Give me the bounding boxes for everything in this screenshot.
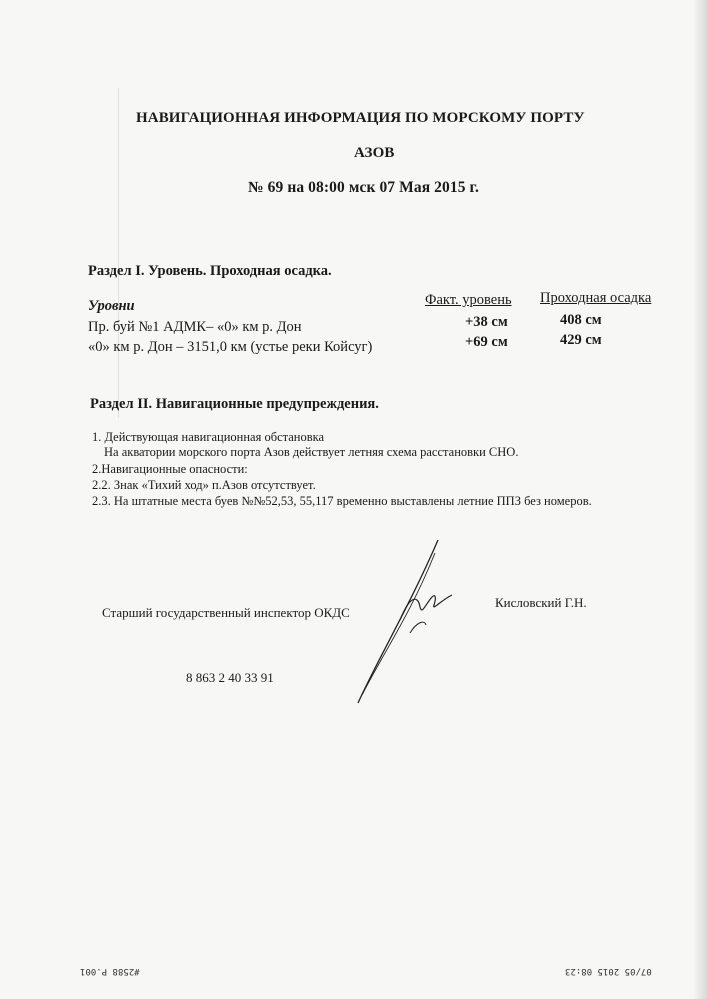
bulletin-number-date: № 69 на 08:00 мск 07 Мая 2015 г. [248,179,479,196]
warning-item-2-3: 2.3. На штатные места буев №№52,53, 55,117 временно выставлены летние ППЗ без номеров. [92,494,592,508]
signer-name: Кисловский Г.Н. [495,595,587,610]
fax-page-code: #2588 P.001 [80,966,140,976]
document-title: НАВИГАЦИОННАЯ ИНФОРМАЦИЯ ПО МОРСКОМУ ПОРТУ [136,110,585,126]
warning-item-1: 1. Действующая навигационная обстановка [92,430,325,444]
row1-name: Пр. буй №1 АДМК– «0» км р. Дон [88,319,302,335]
contact-phone: 8 863 2 40 33 91 [186,670,274,685]
row2-name: «0» км р. Дон – 3151,0 км (устье реки Койсуг) [88,339,373,355]
col-fact-header: Факт. уровень [425,292,512,308]
fax-timestamp: 07/05 2015 08:23 [565,966,652,976]
scan-edge-shadow [693,0,707,999]
signer-position: Старший государственный инспектор ОКДС [102,605,350,620]
section2-heading: Раздел II. Навигационные предупреждения. [90,396,379,412]
warning-item-2: 2.Навигационные опасности: [92,462,248,476]
row2-fact: +69 см [465,334,508,350]
handwritten-signature [340,535,480,710]
port-name: АЗОВ [354,145,395,161]
scan-artifact-line [118,88,119,418]
warning-item-1-detail: На акватории морского порта Азов действует летняя схема расстановки СНО. [104,445,519,459]
row2-draft: 429 см [560,332,602,348]
col-levels-header: Уровни [88,298,135,314]
row1-draft: 408 см [560,312,602,328]
section1-heading: Раздел I. Уровень. Проходная осадка. [88,263,332,279]
col-draft-header: Проходная осадка [540,290,652,306]
warning-item-2-2: 2.2. Знак «Тихий ход» п.Азов отсутствует. [92,478,316,492]
row1-fact: +38 см [465,314,508,330]
